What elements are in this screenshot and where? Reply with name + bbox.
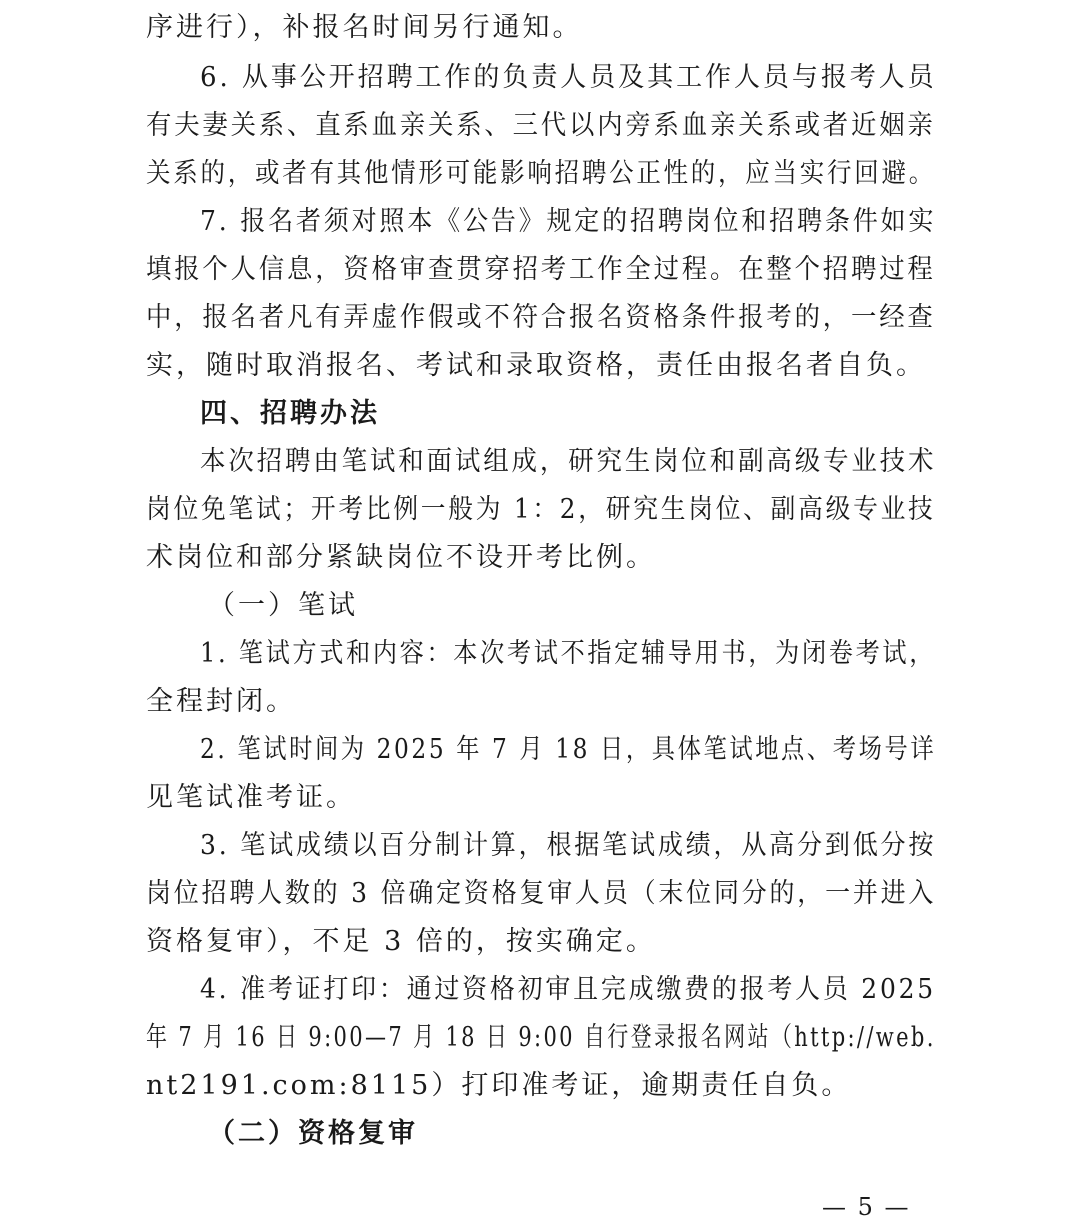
- text-line: 本次招聘由笔试和面试组成，研究生岗位和副高级专业技术: [200, 446, 937, 477]
- subsection-heading: （二）资格复审: [208, 1118, 418, 1149]
- text-line: 1. 笔试方式和内容：本次考试不指定辅导用书，为闭卷考试，: [200, 638, 937, 669]
- text-line: 术岗位和部分紧缺岗位不设开考比例。: [146, 542, 656, 573]
- text-line: 填报个人信息，资格审查贯穿招考工作全过程。在整个招聘过程: [146, 254, 936, 285]
- text-line: 4. 准考证打印：通过资格初审且完成缴费的报考人员 2025: [200, 974, 936, 1005]
- text-line: 2. 笔试时间为 2025 年 7 月 18 日，具体笔试地点、考场号详: [200, 734, 937, 765]
- text-line: 岗位招聘人数的 3 倍确定资格复审人员（末位同分的，一并进入: [146, 878, 937, 909]
- text-line: 见笔试准考证。: [146, 782, 356, 813]
- text-line: 中，报名者凡有弄虚作假或不符合报名资格条件报考的，一经查: [146, 302, 936, 333]
- text-line: 7. 报名者须对照本《公告》规定的招聘岗位和招聘条件如实: [200, 206, 937, 237]
- text-line: 全程封闭。: [146, 686, 296, 717]
- text-line: 资格复审），不足 3 倍的，按实确定。: [146, 926, 656, 957]
- text-line: nt2191.com:8115）打印准考证，逾期责任自负。: [146, 1070, 852, 1101]
- text-line: 6. 从事公开招聘工作的负责人员及其工作人员与报考人员: [200, 62, 937, 93]
- text-line: 年 7 月 16 日 9:00—7 月 18 日 9:00 自行登录报名网站（http://web.: [146, 1022, 936, 1053]
- text-line: 关系的，或者有其他情形可能影响招聘公正性的，应当实行回避。: [146, 158, 936, 189]
- text-line: 岗位免笔试；开考比例一般为 1：2，研究生岗位、副高级专业技: [146, 494, 936, 525]
- text-line: 序进行），补报名时间另行通知。: [146, 12, 583, 43]
- section-heading: 四、招聘办法: [200, 398, 380, 429]
- text-line: 3. 笔试成绩以百分制计算，根据笔试成绩，从高分到低分按: [200, 830, 937, 861]
- text-line: 实，随时取消报名、考试和录取资格，责任由报名者自负。: [146, 350, 926, 381]
- subsection-heading: （一）笔试: [208, 590, 358, 621]
- text-line: 有夫妻关系、直系血亲关系、三代以内旁系血亲关系或者近姻亲: [146, 110, 936, 141]
- page-number: — 5 —: [822, 1193, 911, 1221]
